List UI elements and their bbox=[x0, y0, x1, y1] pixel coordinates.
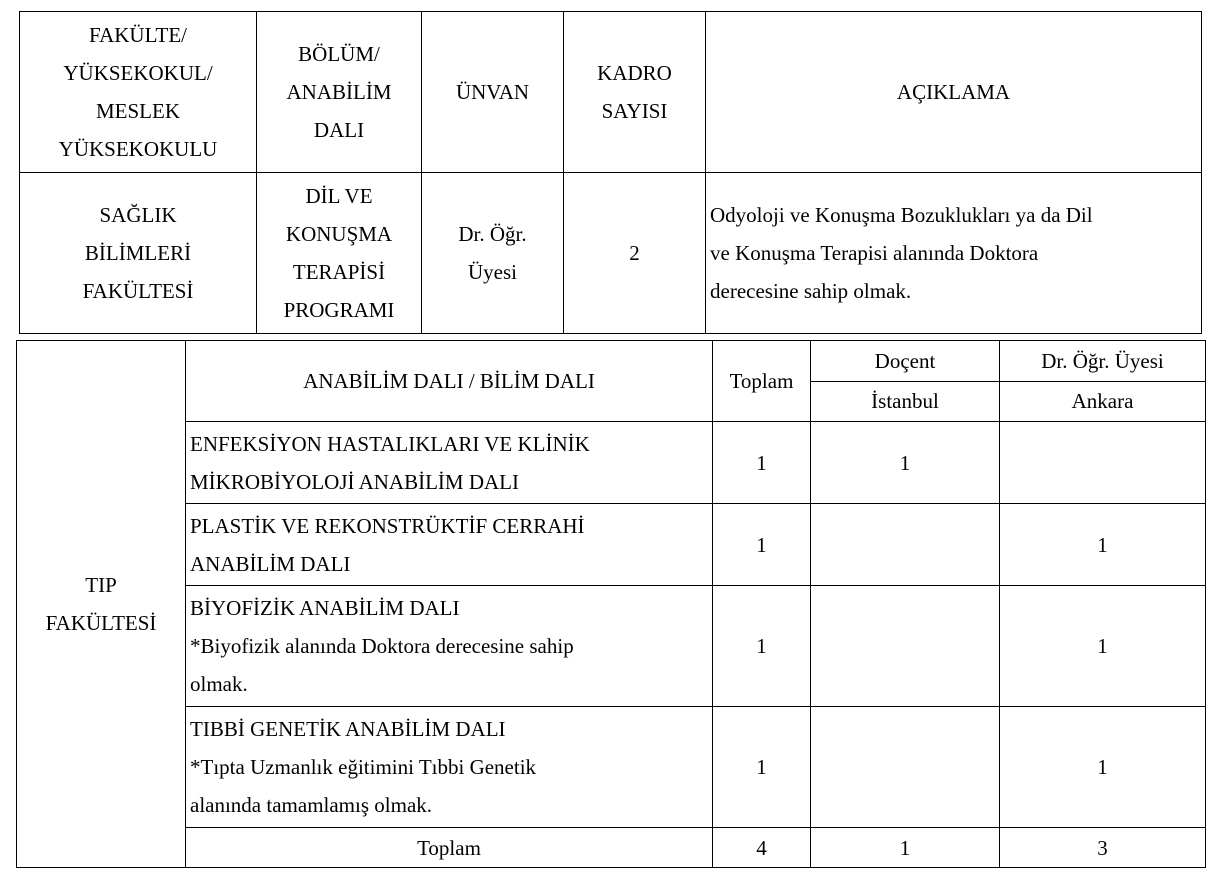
footer-row bbox=[17, 828, 1206, 868]
header-faculty-line: FAKÜLTE/ bbox=[88, 23, 187, 47]
table-row bbox=[17, 504, 1206, 586]
footer-dr: 3 bbox=[1000, 828, 1206, 868]
header-row-top bbox=[17, 341, 1206, 382]
table-row bbox=[17, 586, 1206, 707]
row-title-line: Üyesi bbox=[468, 260, 517, 284]
row-total: 1 bbox=[713, 504, 811, 586]
faculty-line: FAKÜLTESİ bbox=[45, 611, 157, 635]
row-dr: 1 bbox=[1000, 707, 1206, 828]
row-faculty-line: SAĞLIK bbox=[99, 203, 177, 227]
row-department bbox=[186, 504, 713, 586]
row-department bbox=[257, 173, 422, 334]
row-department-line: *Tıpta Uzmanlık eğitimini Tıbbi Genetik bbox=[190, 755, 537, 779]
row-description-line: Odyoloji ve Konuşma Bozuklukları ya da Dil bbox=[710, 203, 1093, 227]
faculty-cell bbox=[17, 341, 186, 868]
header-department-line: BÖLÜM/ bbox=[298, 42, 380, 66]
row-department-line: BİYOFİZİK ANABİLİM DALI bbox=[190, 596, 460, 620]
header-count-line: SAYISI bbox=[601, 99, 668, 123]
header-department: ANABİLİM DALI / BİLİM DALI bbox=[186, 341, 713, 422]
header-row bbox=[20, 12, 1202, 173]
row-count: 2 bbox=[564, 173, 706, 334]
table-row bbox=[17, 422, 1206, 504]
table-row bbox=[20, 173, 1202, 334]
row-total: 1 bbox=[713, 707, 811, 828]
header-department-line: DALI bbox=[313, 118, 365, 142]
header-description: AÇIKLAMA bbox=[706, 12, 1202, 173]
row-title bbox=[422, 173, 564, 334]
row-description-line: ve Konuşma Terapisi alanında Doktora bbox=[710, 241, 1039, 265]
header-faculty-line: YÜKSEKOKUL/ bbox=[63, 61, 213, 85]
row-dr bbox=[1000, 422, 1206, 504]
footer-label: Toplam bbox=[186, 828, 713, 868]
row-department-line: alanında tamamlamış olmak. bbox=[190, 793, 433, 817]
row-description-line: derecesine sahip olmak. bbox=[710, 279, 912, 303]
row-department-line: KONUŞMA bbox=[285, 222, 393, 246]
row-docent: 1 bbox=[811, 422, 1000, 504]
header-department bbox=[257, 12, 422, 173]
medical-faculty-table bbox=[16, 340, 1206, 868]
header-dr-city: Ankara bbox=[1000, 381, 1206, 422]
row-dr: 1 bbox=[1000, 586, 1206, 707]
header-faculty bbox=[20, 12, 257, 173]
header-docent: Doçent bbox=[811, 341, 1000, 382]
row-description bbox=[706, 173, 1202, 334]
faculty-line: TIP bbox=[85, 573, 117, 597]
row-department bbox=[186, 422, 713, 504]
row-total: 1 bbox=[713, 586, 811, 707]
header-count bbox=[564, 12, 706, 173]
row-department-line: *Biyofizik alanında Doktora derecesine sahip bbox=[190, 634, 574, 658]
header-docent-city: İstanbul bbox=[811, 381, 1000, 422]
row-department bbox=[186, 586, 713, 707]
row-department bbox=[186, 707, 713, 828]
row-department-line: PLASTİK VE REKONSTRÜKTİF CERRAHİ bbox=[190, 513, 585, 538]
table-row bbox=[17, 707, 1206, 828]
row-faculty-line: BİLİMLERİ bbox=[84, 241, 192, 265]
header-count-line: KADRO bbox=[597, 61, 672, 85]
row-total: 1 bbox=[713, 422, 811, 504]
row-department-line: TIBBİ GENETİK ANABİLİM DALI bbox=[190, 717, 506, 741]
row-department-line: MİKROBİYOLOJİ ANABİLİM DALI bbox=[190, 469, 519, 494]
row-docent bbox=[811, 586, 1000, 707]
header-faculty-line: YÜKSEKOKULU bbox=[58, 137, 218, 161]
row-department-line: PROGRAMI bbox=[283, 298, 395, 322]
row-docent bbox=[811, 707, 1000, 828]
row-department-line: DİL VE bbox=[305, 184, 373, 208]
faculty-position-table bbox=[19, 11, 1202, 334]
row-department-line: ENFEKSİYON HASTALIKLARI VE KLİNİK bbox=[190, 431, 590, 456]
row-faculty bbox=[20, 173, 257, 334]
footer-docent: 1 bbox=[811, 828, 1000, 868]
row-faculty-line: FAKÜLTESİ bbox=[82, 279, 194, 303]
row-department-line: TERAPİSİ bbox=[292, 260, 386, 284]
header-total: Toplam bbox=[713, 341, 811, 422]
row-docent bbox=[811, 504, 1000, 586]
row-department-line: ANABİLİM DALI bbox=[190, 551, 351, 576]
footer-total: 4 bbox=[713, 828, 811, 868]
row-department-line: olmak. bbox=[190, 672, 248, 696]
header-faculty-line: MESLEK bbox=[96, 99, 180, 123]
header-department-line: ANABİLİM bbox=[286, 80, 392, 104]
header-dr: Dr. Öğr. Üyesi bbox=[1000, 341, 1206, 382]
row-title-line: Dr. Öğr. bbox=[458, 222, 527, 246]
header-title: ÜNVAN bbox=[422, 12, 564, 173]
row-dr: 1 bbox=[1000, 504, 1206, 586]
